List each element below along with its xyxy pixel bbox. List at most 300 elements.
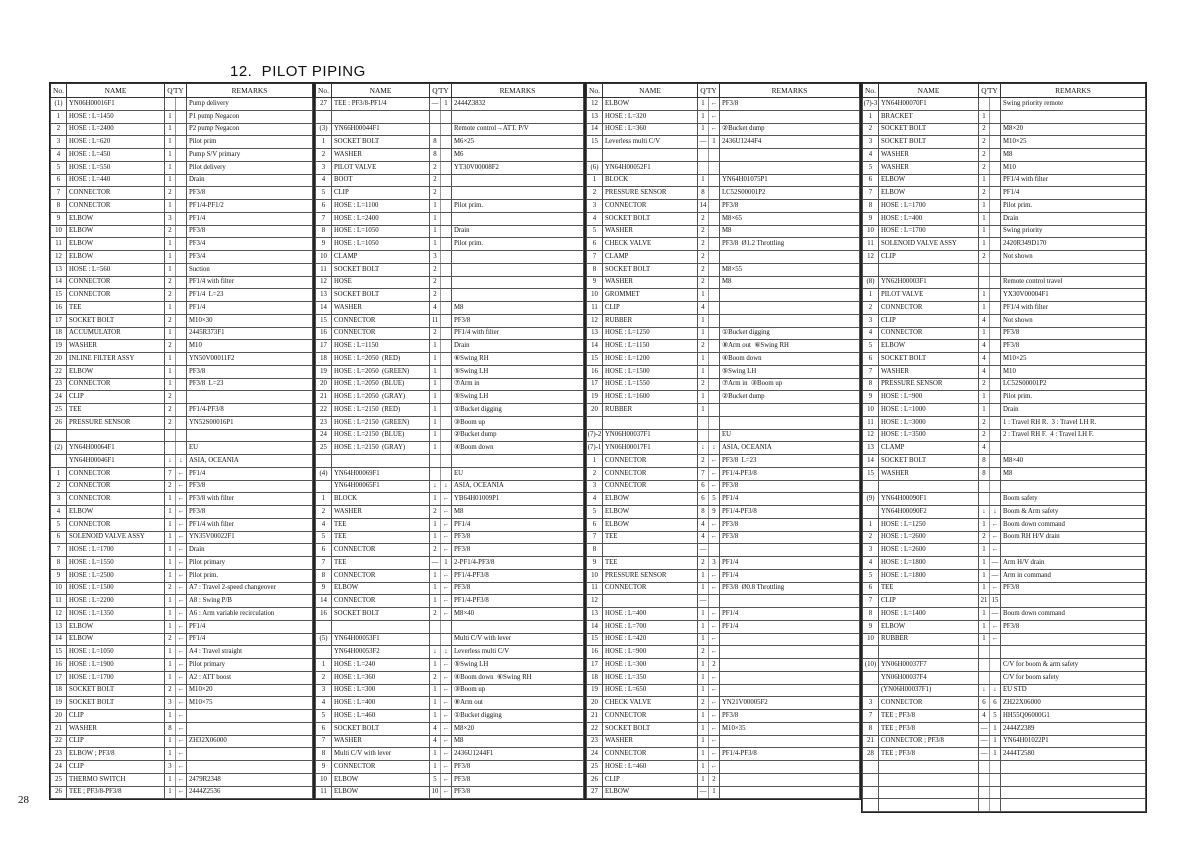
table-row (863, 276, 1146, 289)
qty-a-cell: 1 (430, 391, 441, 404)
qty-a-cell: 4 (430, 735, 441, 748)
table-row (316, 429, 584, 442)
qty-a-cell: — (698, 786, 709, 799)
part-name-cell (879, 786, 979, 799)
item-no-cell: 24 (51, 391, 67, 404)
remarks-cell: PF3/8 Ø0.8 Throttling (720, 582, 860, 595)
table-row (51, 149, 313, 162)
qty-b-cell (176, 238, 187, 251)
remarks-cell: PF3/8 (187, 506, 313, 519)
qty-a-cell: 2 (979, 531, 990, 544)
qty-b-cell: ← (990, 531, 1001, 544)
qty-a-cell: 1 (698, 391, 709, 404)
table-row (587, 544, 860, 557)
qty-b-cell (176, 404, 187, 417)
remarks-cell (452, 276, 584, 289)
item-no-cell: 9 (863, 620, 879, 633)
item-no-cell: 9 (316, 761, 332, 774)
remarks-cell: M10 (187, 340, 313, 353)
qty-a-cell: 1 (698, 684, 709, 697)
remarks-cell (720, 416, 860, 429)
table-row (316, 365, 584, 378)
item-no-cell: 14 (587, 620, 603, 633)
remarks-cell: PF3/8 Ø1.2 Throttling (720, 238, 860, 251)
part-name-cell: HOSE : L=1000 (879, 404, 979, 417)
part-name-cell: WASHER (603, 276, 698, 289)
item-no-cell: 11 (316, 263, 332, 276)
table-row (587, 773, 860, 786)
item-no-cell: 23 (316, 416, 332, 429)
part-name-cell: YN64H00053F1 (332, 633, 430, 646)
table-row (316, 710, 584, 723)
table-row (51, 684, 313, 697)
remarks-cell: M10×35 (720, 722, 860, 735)
qty-a-cell: — (979, 722, 990, 735)
table-row (51, 608, 313, 621)
part-name-cell: ELBOW (603, 493, 698, 506)
parts-table (315, 83, 584, 799)
qty-a-cell: 2 (430, 327, 441, 340)
qty-a-cell: 2 (165, 416, 176, 429)
item-no-cell: 7 (863, 710, 879, 723)
remarks-cell (720, 786, 860, 799)
part-name-cell: HOSE : L=900 (879, 391, 979, 404)
table-row (316, 314, 584, 327)
qty-b-cell: — (990, 608, 1001, 621)
table-row (316, 378, 584, 391)
item-no-cell (316, 110, 332, 123)
part-name-cell: HOSE : L=2050 (RED) (332, 353, 430, 366)
part-name-cell: HOSE : L=2400 (67, 123, 165, 136)
remarks-cell: ⑦Arm in (452, 378, 584, 391)
table-row (316, 748, 584, 761)
remarks-cell: PF3/8 (452, 761, 584, 774)
table-row (51, 314, 313, 327)
item-no-cell: 5 (51, 518, 67, 531)
qty-a-cell: 1 (430, 404, 441, 417)
remarks-cell: Leverless multi C/V (452, 646, 584, 659)
header-remarks: REMARKS (720, 84, 860, 98)
qty-a-cell: 1 (698, 722, 709, 735)
qty-a-cell: 1 (430, 378, 441, 391)
table-row (863, 773, 1146, 786)
remarks-cell: M10 (1001, 365, 1146, 378)
remarks-cell: Pilot primary (187, 659, 313, 672)
qty-b-cell: ← (176, 671, 187, 684)
remarks-cell: PF1/4-PF3/8 (720, 506, 860, 519)
qty-a-cell: 1 (979, 327, 990, 340)
item-no-cell: 21 (863, 735, 879, 748)
remarks-cell: M10×75 (187, 697, 313, 710)
qty-a-cell: 1 (979, 200, 990, 213)
qty-a-cell: — (430, 98, 441, 111)
qty-a-cell: 2 (165, 391, 176, 404)
table-row (316, 531, 584, 544)
item-no-cell: 9 (587, 276, 603, 289)
part-name-cell: YN06H00017F1 (603, 442, 698, 455)
qty-b-cell (990, 327, 1001, 340)
qty-b-cell (441, 110, 452, 123)
qty-a-cell: 1 (979, 569, 990, 582)
part-name-cell: HOSE : L=1350 (67, 608, 165, 621)
qty-b-cell: 5 (709, 493, 720, 506)
table-row (863, 493, 1146, 506)
qty-b-cell (176, 276, 187, 289)
qty-a-cell: 1 (165, 365, 176, 378)
qty-b-cell (441, 391, 452, 404)
remarks-cell: PF1/4-PF3/8 (452, 569, 584, 582)
part-name-cell: ELBOW (879, 620, 979, 633)
qty-b-cell: ← (709, 467, 720, 480)
item-no-cell: 6 (316, 200, 332, 213)
qty-a-cell: 1 (698, 748, 709, 761)
qty-b-cell: ← (709, 722, 720, 735)
item-no-cell: 11 (51, 238, 67, 251)
table-row (863, 442, 1146, 455)
qty-b-cell (176, 327, 187, 340)
qty-b-cell (709, 238, 720, 251)
qty-b-cell (990, 442, 1001, 455)
remarks-cell: ⑤Swing LH (452, 391, 584, 404)
table-row (863, 722, 1146, 735)
qty-b-cell: ← (176, 480, 187, 493)
remarks-cell: PF3/8 L=23 (187, 378, 313, 391)
qty-b-cell: ← (709, 697, 720, 710)
qty-b-cell (990, 773, 1001, 786)
part-name-cell (879, 773, 979, 786)
table-row (51, 620, 313, 633)
table-row (587, 136, 860, 149)
table-row (863, 378, 1146, 391)
item-no-cell: 1 (51, 467, 67, 480)
qty-b-cell (990, 123, 1001, 136)
table-row (863, 263, 1146, 276)
qty-b-cell: ← (709, 531, 720, 544)
part-name-cell: SOCKET BOLT (879, 455, 979, 468)
qty-b-cell (990, 365, 1001, 378)
item-no-cell: (7)-2 (587, 429, 603, 442)
table-row (316, 684, 584, 697)
qty-b-cell (990, 659, 1001, 672)
remarks-cell: PF3/8 (452, 544, 584, 557)
remarks-cell: YN35V00022F1 (187, 531, 313, 544)
table-row (863, 684, 1146, 697)
qty-a-cell: 8 (165, 722, 176, 735)
item-no-cell: 12 (316, 276, 332, 289)
item-no-cell: 17 (587, 378, 603, 391)
qty-b-cell (176, 136, 187, 149)
table-row (51, 659, 313, 672)
qty-a-cell: 8 (698, 187, 709, 200)
part-name-cell: HOSE : L=1700 (67, 671, 165, 684)
table-row (863, 671, 1146, 684)
part-name-cell (332, 455, 430, 468)
remarks-cell: M10×25 (1001, 136, 1146, 149)
table-row (587, 518, 860, 531)
header-remarks: REMARKS (187, 84, 313, 98)
remarks-cell: PF3/8 with filter (187, 493, 313, 506)
remarks-cell (452, 251, 584, 264)
remarks-cell: YB64H01009P1 (452, 493, 584, 506)
item-no-cell: 2 (587, 467, 603, 480)
item-no-cell: 14 (587, 123, 603, 136)
remarks-cell (720, 149, 860, 162)
qty-b-cell (990, 136, 1001, 149)
part-name-cell: HOSE : L=1200 (603, 353, 698, 366)
table-row (587, 251, 860, 264)
qty-b-cell (709, 429, 720, 442)
part-name-cell: CONNECTOR (332, 544, 430, 557)
qty-a-cell: 1 (165, 493, 176, 506)
item-no-cell: 23 (51, 378, 67, 391)
remarks-cell: Multi C/V with lever (452, 633, 584, 646)
remarks-cell: M10×30 (187, 314, 313, 327)
qty-b-cell (441, 200, 452, 213)
remarks-cell: Pilot prim. (452, 238, 584, 251)
item-no-cell: 24 (316, 429, 332, 442)
item-no-cell: 19 (587, 391, 603, 404)
part-name-cell: HOSE : L=1550 (67, 557, 165, 570)
qty-b-cell (709, 404, 720, 417)
remarks-cell (1001, 480, 1146, 493)
part-name-cell: PRESSURE SENSOR (67, 416, 165, 429)
qty-b-cell (990, 480, 1001, 493)
qty-b-cell (441, 123, 452, 136)
part-name-cell: RUBBER (879, 633, 979, 646)
qty-a-cell: 14 (698, 200, 709, 213)
table-row (587, 506, 860, 519)
qty-b-cell (176, 225, 187, 238)
qty-b-cell: ← (709, 761, 720, 774)
qty-a-cell: 1 (430, 493, 441, 506)
part-name-cell: CLIP (67, 761, 165, 774)
qty-b-cell (176, 442, 187, 455)
remarks-cell: Boom down command (1001, 608, 1146, 621)
item-no-cell: (8) (863, 276, 879, 289)
qty-a-cell: 1 (430, 595, 441, 608)
table-row (863, 506, 1146, 519)
part-name-cell: HOSE : L=1800 (879, 557, 979, 570)
qty-b-cell (990, 251, 1001, 264)
table-row (863, 353, 1146, 366)
table-row (587, 735, 860, 748)
remarks-cell (1001, 110, 1146, 123)
remarks-cell (720, 110, 860, 123)
part-name-cell: CONNECTOR (603, 467, 698, 480)
part-name-cell: SOCKET BOLT (332, 263, 430, 276)
qty-a-cell: 2 (165, 480, 176, 493)
remarks-cell (1001, 442, 1146, 455)
part-name-cell: CONNECTOR (603, 582, 698, 595)
remarks-cell: ⑤Swing LH (452, 365, 584, 378)
item-no-cell: 4 (863, 327, 879, 340)
qty-a-cell: 1 (430, 697, 441, 710)
remarks-cell: YN21V00005F2 (720, 697, 860, 710)
table-row (863, 735, 1146, 748)
table-row (587, 263, 860, 276)
table-row (316, 123, 584, 136)
part-name-cell: SOCKET BOLT (67, 697, 165, 710)
table-row (316, 149, 584, 162)
item-no-cell: (6) (587, 161, 603, 174)
table-row (316, 200, 584, 213)
qty-a-cell (979, 263, 990, 276)
remarks-cell (1001, 773, 1146, 786)
qty-b-cell: ↓ (176, 455, 187, 468)
qty-a-cell: 2 (430, 263, 441, 276)
part-name-cell: HOSE : L=2200 (67, 595, 165, 608)
item-no-cell: 20 (51, 710, 67, 723)
qty-a-cell: 1 (430, 365, 441, 378)
table-row (587, 582, 860, 595)
remarks-cell: Drain (187, 174, 313, 187)
item-no-cell: 6 (316, 722, 332, 735)
table-row (51, 582, 313, 595)
part-name-cell: YN64H00052F1 (603, 161, 698, 174)
part-name-cell: SOCKET BOLT (879, 123, 979, 136)
qty-a-cell: 2 (698, 263, 709, 276)
qty-a-cell: 1 (165, 671, 176, 684)
remarks-cell (1001, 786, 1146, 799)
remarks-cell: PF3/8 (452, 786, 584, 799)
remarks-cell (1001, 544, 1146, 557)
table-row (51, 110, 313, 123)
part-name-cell: CONNECTOR (603, 748, 698, 761)
item-no-cell: 5 (316, 531, 332, 544)
part-name-cell: CLIP (67, 391, 165, 404)
table-row (316, 735, 584, 748)
table-row (316, 289, 584, 302)
part-name-cell (879, 263, 979, 276)
item-no-cell: 13 (316, 289, 332, 302)
remarks-cell: PF3/8 (452, 314, 584, 327)
remarks-cell: PF1/4 with filter (187, 518, 313, 531)
table-row (587, 786, 860, 799)
table-row (863, 544, 1146, 557)
part-name-cell: TEE (332, 557, 430, 570)
qty-a-cell: 1 (430, 710, 441, 723)
qty-a-cell: 1 (430, 748, 441, 761)
remarks-cell: YT30V00008F2 (452, 161, 584, 174)
qty-a-cell: 2 (430, 671, 441, 684)
qty-b-cell (990, 110, 1001, 123)
qty-b-cell (990, 404, 1001, 417)
table-row (863, 314, 1146, 327)
qty-b-cell (441, 378, 452, 391)
qty-b-cell: ← (441, 493, 452, 506)
part-name-cell: ELBOW (67, 238, 165, 251)
item-no-cell: 20 (587, 404, 603, 417)
item-no-cell: 12 (587, 595, 603, 608)
table-row (863, 391, 1146, 404)
qty-b-cell (176, 123, 187, 136)
qty-a-cell: 2 (979, 187, 990, 200)
remarks-cell: Swing priority (1001, 225, 1146, 238)
qty-a-cell: 1 (698, 608, 709, 621)
qty-b-cell (176, 314, 187, 327)
part-name-cell: CLIP (879, 314, 979, 327)
part-name-cell: HOSE : L=1600 (603, 391, 698, 404)
item-no-cell: 22 (316, 404, 332, 417)
qty-a-cell: 1 (979, 404, 990, 417)
item-no-cell (863, 480, 879, 493)
table-row (863, 582, 1146, 595)
table-row (587, 646, 860, 659)
table-row (587, 225, 860, 238)
qty-a-cell (979, 671, 990, 684)
item-no-cell: 12 (51, 251, 67, 264)
remarks-cell: Pilot prim. (1001, 200, 1146, 213)
qty-a-cell: — (698, 595, 709, 608)
qty-a-cell: 2 (979, 136, 990, 149)
part-name-cell: ELBOW (332, 786, 430, 799)
part-name-cell: HOSE : L=1250 (603, 327, 698, 340)
qty-b-cell: ← (709, 98, 720, 111)
qty-a-cell: 1 (698, 289, 709, 302)
remarks-cell: PF3/8 (720, 710, 860, 723)
item-no-cell (863, 263, 879, 276)
table-row (863, 608, 1146, 621)
table-row (587, 327, 860, 340)
header-remarks: REMARKS (1001, 84, 1146, 98)
qty-b-cell (441, 314, 452, 327)
qty-a-cell: 1 (165, 149, 176, 162)
table-row (316, 174, 584, 187)
item-no-cell: 6 (863, 582, 879, 595)
qty-a-cell: ↓ (430, 480, 441, 493)
part-name-cell: WASHER (332, 302, 430, 315)
qty-b-cell: ← (176, 569, 187, 582)
qty-a-cell: 2 (698, 238, 709, 251)
table-row (316, 302, 584, 315)
remarks-cell (1001, 633, 1146, 646)
table-row (863, 200, 1146, 213)
qty-a-cell: 1 (698, 620, 709, 633)
table-row (51, 174, 313, 187)
table-row (316, 659, 584, 672)
qty-a-cell: — (698, 136, 709, 149)
part-name-cell: HOSE : L=320 (603, 110, 698, 123)
item-no-cell: 14 (316, 302, 332, 315)
qty-b-cell (990, 314, 1001, 327)
remarks-cell: M10 (1001, 161, 1146, 174)
remarks-cell (1001, 799, 1146, 812)
part-name-cell (603, 544, 698, 557)
qty-a-cell: 8 (698, 506, 709, 519)
remarks-cell: ZH22X06000 (1001, 697, 1146, 710)
qty-a-cell: 1 (698, 327, 709, 340)
item-no-cell: 5 (316, 187, 332, 200)
qty-b-cell (990, 378, 1001, 391)
part-name-cell: ELBOW (67, 365, 165, 378)
remarks-cell (720, 595, 860, 608)
item-no-cell: 13 (587, 608, 603, 621)
qty-b-cell: 9 (709, 506, 720, 519)
item-no-cell: 15 (51, 289, 67, 302)
item-no-cell: 10 (587, 289, 603, 302)
table-row (587, 761, 860, 774)
remarks-cell: Pilot prim. (452, 200, 584, 213)
qty-b-cell: 5 (990, 710, 1001, 723)
qty-a-cell: 2 (979, 429, 990, 442)
remarks-cell (187, 710, 313, 723)
table-row (51, 404, 313, 417)
part-name-cell: CONNECTOR (67, 200, 165, 213)
table-row (316, 187, 584, 200)
part-name-cell (879, 480, 979, 493)
qty-b-cell: ← (176, 710, 187, 723)
table-row (863, 633, 1146, 646)
